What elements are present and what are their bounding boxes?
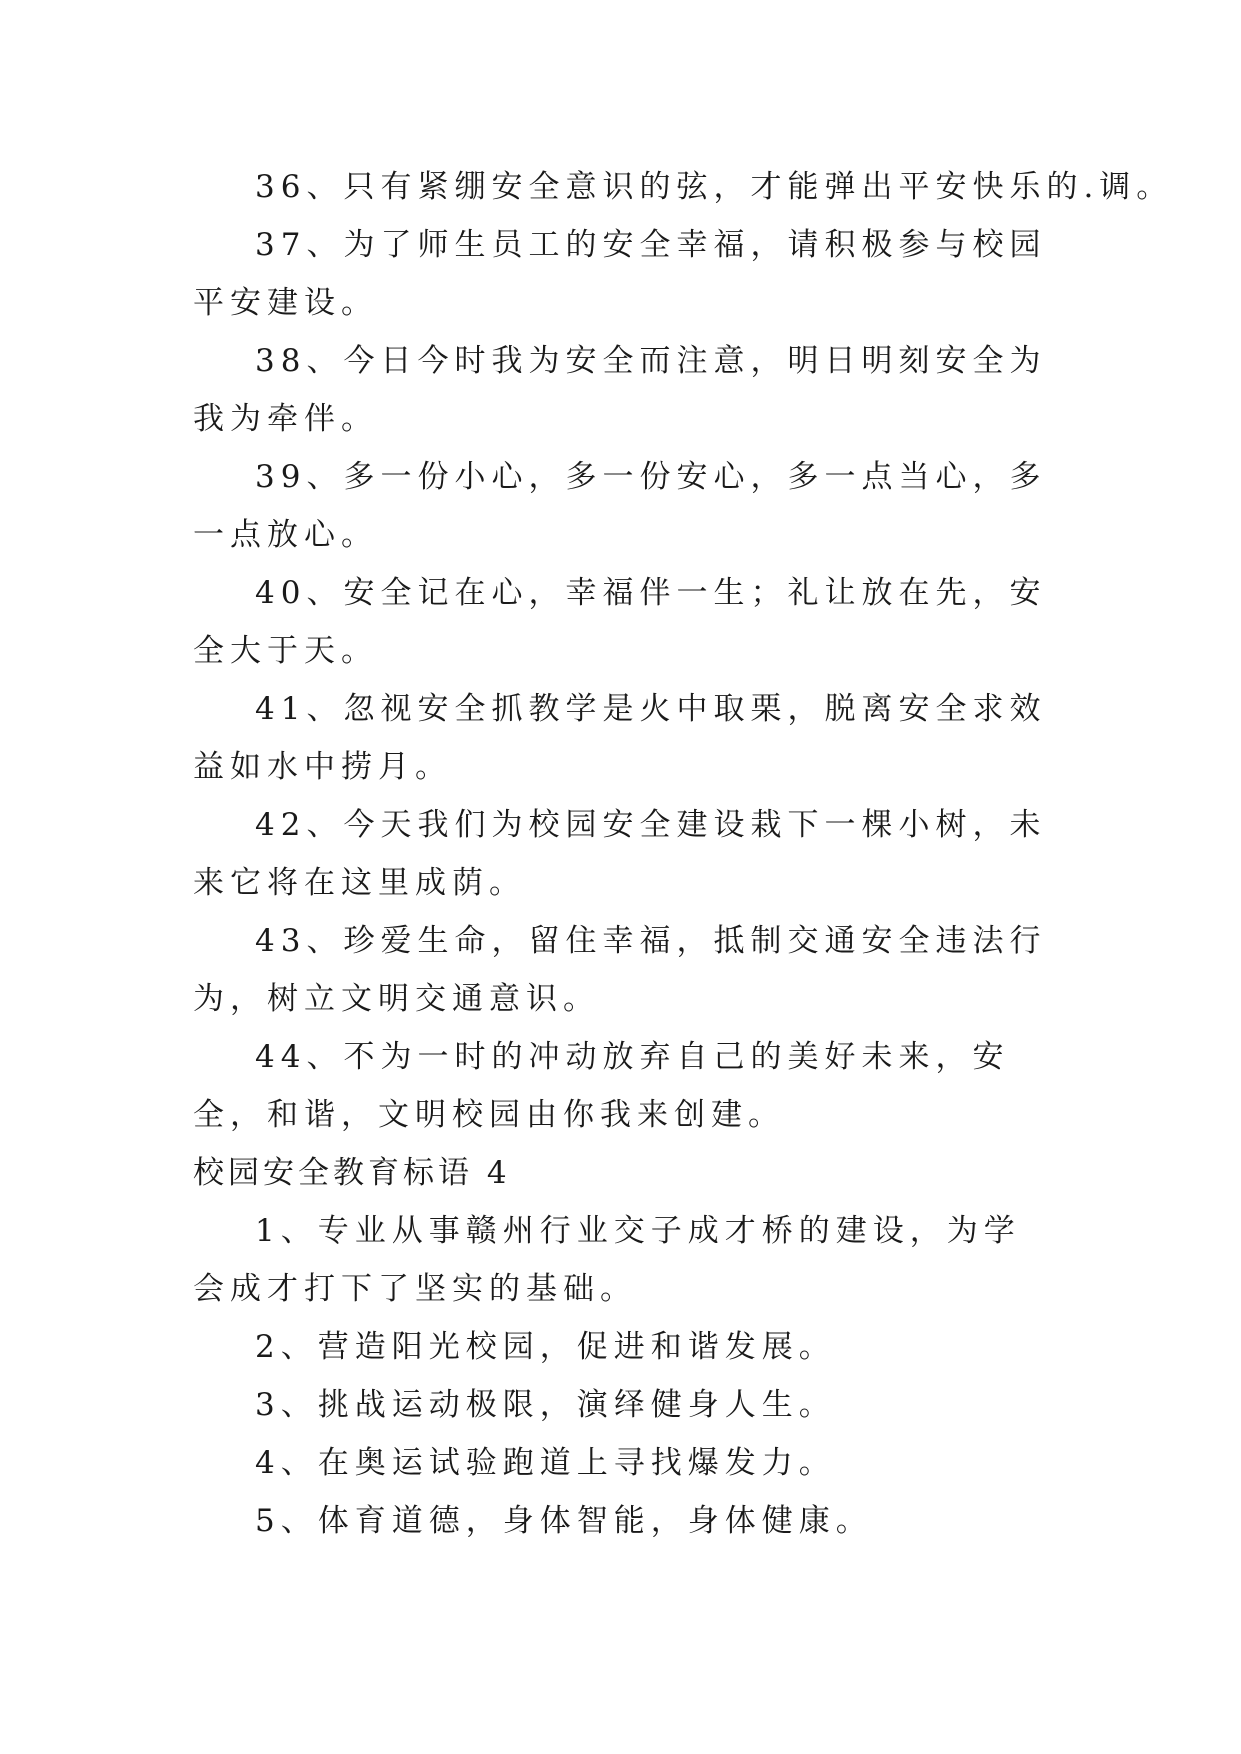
slogan-44: 44、不为一时的冲动放弃自己的美好未来，安全，和谐，文明校园由你我来创建。 — [193, 1039, 1010, 1133]
slogan-4: 4、在奥运试验跑道上寻找爆发力。 — [255, 1445, 836, 1481]
document-body — [193, 158, 1174, 1550]
slogan-42: 42、今天我们为校园安全建设栽下一棵小树，未来它将在这里成荫。 — [193, 807, 1047, 901]
slogan-43: 43、珍爱生命，留住幸福，抵制交通安全违法行为，树立文明交通意识。 — [193, 923, 1047, 1017]
slogan-37: 37、为了师生员工的安全幸福，请积极参与校园平安建设。 — [193, 227, 1047, 321]
slogan-5: 5、体育道德，身体智能，身体健康。 — [255, 1503, 873, 1539]
slogan-38: 38、今日今时我为安全而注意，明日明刻安全为我为牵伴。 — [193, 343, 1047, 437]
slogan-2: 2、营造阳光校园，促进和谐发展。 — [255, 1329, 836, 1365]
section-heading: 校园安全教育标语 4 — [193, 1155, 511, 1191]
slogan-1: 1、专业从事赣州行业交子成才桥的建设，为学会成才打下了坚实的基础。 — [193, 1213, 1021, 1307]
slogan-3: 3、挑战运动极限，演绎健身人生。 — [255, 1387, 836, 1423]
slogan-41: 41、忽视安全抓教学是火中取栗，脱离安全求效益如水中捞月。 — [193, 691, 1047, 785]
slogan-36: 36、只有紧绷安全意识的弦，才能弹出平安快乐的.调。 — [255, 169, 1174, 205]
slogan-40: 40、安全记在心，幸福伴一生；礼让放在先，安全大于天。 — [193, 575, 1047, 669]
slogan-39: 39、多一份小心，多一份安心，多一点当心，多一点放心。 — [193, 459, 1047, 553]
